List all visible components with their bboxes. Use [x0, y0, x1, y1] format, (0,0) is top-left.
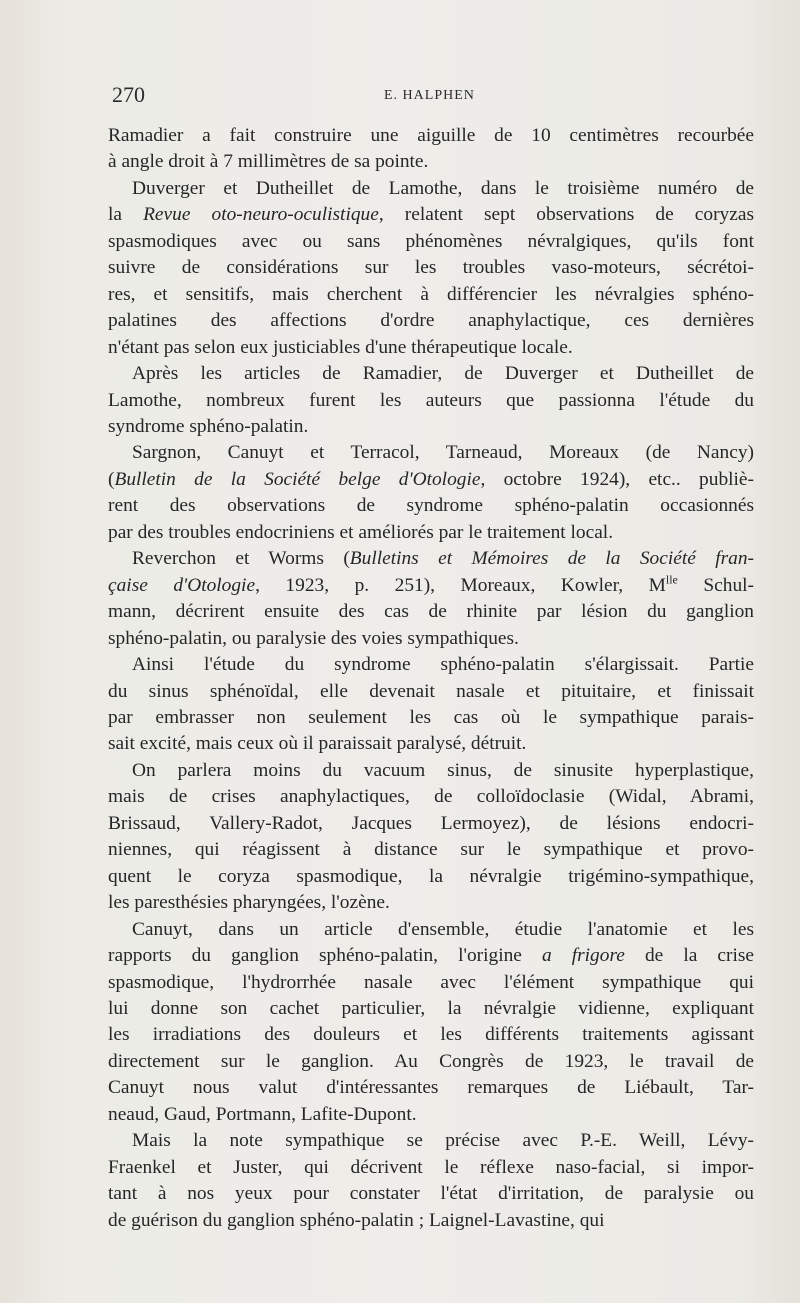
- paragraph: [108, 123, 754, 176]
- text-line: sphéno-palatin, ou paralysie des voies sympathiques.: [108, 627, 519, 649]
- text-line: mais de crises anaphylactiques, de colloïdoclasie (Widal, Abrami,: [108, 786, 754, 808]
- text-line: par embrasser non seulement les cas où le sympathique parais-: [108, 706, 754, 728]
- text-line: n'étant pas selon eux justiciables d'une thérapeutique locale.: [108, 336, 573, 358]
- paragraph: [108, 652, 754, 758]
- text-line: Duverger et Dutheillet de Lamothe, dans le troisième numéro de: [132, 177, 754, 199]
- text-line: spasmodiques avec ou sans phénomènes névralgiques, qu'ils font: [108, 230, 754, 252]
- text-line: Lamothe, nombreux furent les auteurs que passionna l'étude du: [108, 389, 754, 411]
- text-line: tant à nos yeux pour constater l'état d'irritation, de paralysie ou: [108, 1183, 754, 1205]
- text-line: Reverchon et Worms (Bulletins et Mémoires de la Société fran-: [132, 548, 754, 570]
- text-line: les paresthésies pharyngées, l'ozène.: [108, 892, 390, 914]
- text-line: neaud, Gaud, Portmann, Lafite-Dupont.: [108, 1103, 417, 1125]
- text-line: palatines des affections d'ordre anaphylactique, ces dernières: [108, 310, 754, 332]
- text-line: (Bulletin de la Société belge d'Otologie, octobre 1924), etc.. publiè-: [108, 468, 754, 490]
- paragraph: [108, 758, 754, 917]
- text-line: sait excité, mais ceux où il paraissait paralysé, détruit.: [108, 733, 527, 755]
- text-line: lui donne son cachet particulier, la névralgie vidienne, expliquant: [108, 997, 754, 1019]
- text-line: spasmodique, l'hydrorrhée nasale avec l'élément sympathique qui: [108, 971, 754, 993]
- text-line: quent le coryza spasmodique, la névralgie trigémino-sympathique,: [108, 865, 754, 887]
- text-line: du sinus sphénoïdal, elle devenait nasale et pituitaire, et finissait: [108, 680, 754, 702]
- text-line: Fraenkel et Juster, qui décrivent le réflexe naso-facial, si impor-: [108, 1156, 754, 1178]
- text-line: Canuyt nous valut d'intéressantes remarques de Liébault, Tar-: [108, 1077, 754, 1099]
- page-number: 270: [112, 82, 145, 107]
- paragraph: [108, 1128, 754, 1234]
- text-line: On parlera moins du vacuum sinus, de sinusite hyperplastique,: [132, 759, 754, 781]
- text-line: syndrome sphéno-palatin.: [108, 415, 309, 437]
- text-line: Ainsi l'étude du syndrome sphéno-palatin s'élargissait. Partie: [132, 654, 754, 676]
- paragraph: [108, 546, 754, 652]
- paragraph: [108, 361, 754, 440]
- text-line: Brissaud, Vallery-Radot, Jacques Lermoyez), de lésions endocri-: [108, 812, 754, 834]
- text-line: de guérison du ganglion sphéno-palatin ; Laignel-Lavastine, qui: [108, 1209, 605, 1231]
- text-line: Ramadier a fait construire une aiguille de 10 centimètres recourbée: [108, 125, 754, 146]
- body-text: [108, 123, 754, 1234]
- text-line: mann, décrirent ensuite des cas de rhinite par lésion du ganglion: [108, 601, 754, 623]
- text-line: res, et sensitifs, mais cherchent à différencier les névralgies sphéno-: [108, 283, 754, 305]
- paragraph: [108, 176, 754, 361]
- text-line: les irradiations des douleurs et les différents traitements agissant: [108, 1024, 754, 1046]
- text-line: çaise d'Otologie, 1923, p. 251), Moreaux, Kowler, $M^{lle}$ Schul-: [108, 572, 754, 596]
- text-line: directement sur le ganglion. Au Congrès de 1923, le travail de: [108, 1050, 754, 1072]
- text-line: Canuyt, dans un article d'ensemble, étudie l'anatomie et les: [132, 918, 754, 940]
- text-line: rent des observations de syndrome sphéno-palatin occasionnés: [108, 495, 754, 517]
- page-header: [112, 82, 752, 112]
- text-line: niennes, qui réagissent à distance sur le sympathique et provo-: [108, 839, 754, 861]
- text-line: Sargnon, Canuyt et Terracol, Tarneaud, Moreaux (de Nancy): [132, 442, 754, 464]
- text-line: suivre de considérations sur les troubles vaso-moteurs, sécrétoi-: [108, 257, 754, 279]
- paragraph: [108, 440, 754, 546]
- text-line: à angle droit à 7 millimètres de sa pointe.: [108, 151, 429, 173]
- text-line: Après les articles de Ramadier, de Duverger et Dutheillet de: [132, 363, 754, 385]
- paragraph: [108, 917, 754, 1129]
- text-line: Mais la note sympathique se précise avec P.-E. Weill, Lévy-: [132, 1130, 754, 1152]
- text-line: par des troubles endocriniens et améliorés par le traitement local.: [108, 521, 614, 543]
- text-line: la Revue oto-neuro-oculistique, relatent sept observations de coryzas: [108, 204, 754, 226]
- running-head-author: E. HALPHEN: [384, 88, 475, 103]
- text-line: rapports du ganglion sphéno-palatin, l'origine a frigore de la crise: [108, 945, 755, 967]
